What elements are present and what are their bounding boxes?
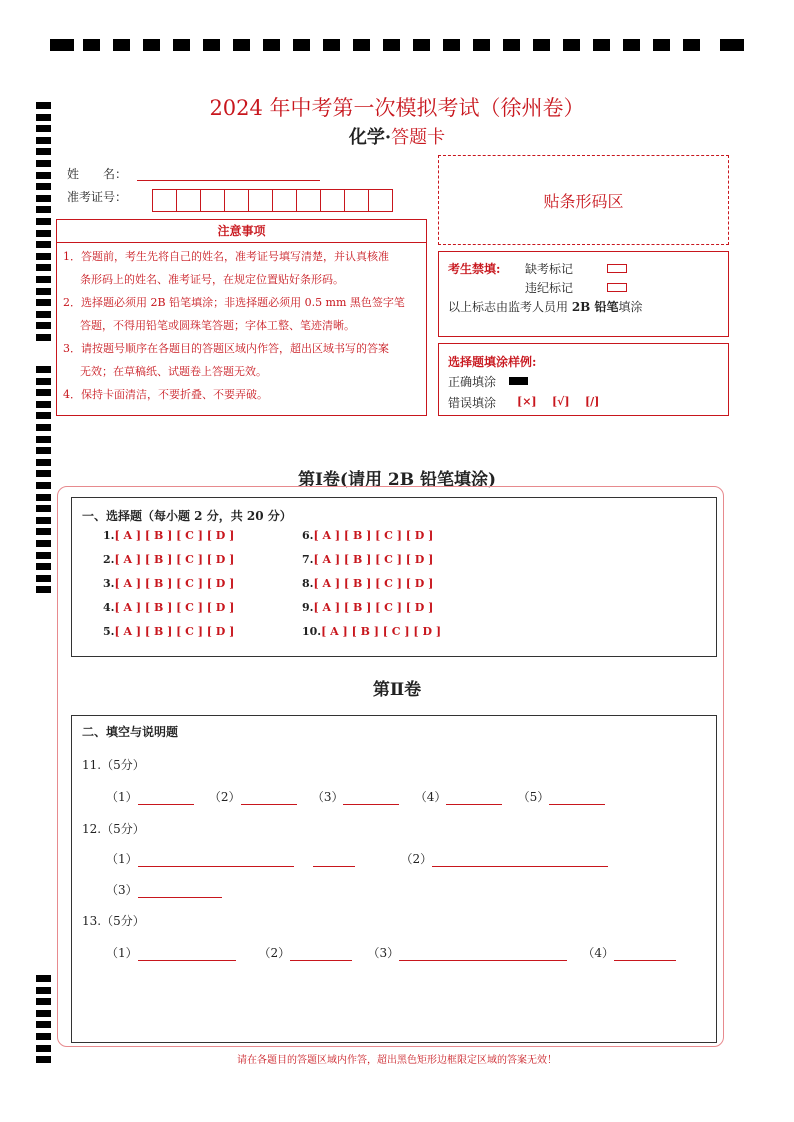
timing-mark bbox=[36, 517, 51, 524]
timing-mark bbox=[36, 447, 51, 454]
wrong-fill-marks bbox=[517, 395, 599, 408]
question-number: 6. bbox=[302, 529, 314, 542]
timing-mark bbox=[143, 39, 160, 51]
id-cell[interactable] bbox=[272, 189, 297, 212]
correct-fill-label: 正确填涂 bbox=[448, 375, 497, 389]
notice-line: 1．答题前，考生先将自己的姓名，准考证号填写清楚，并认真核准 bbox=[63, 250, 389, 263]
question-number: 7. bbox=[302, 553, 314, 566]
answer-blank[interactable] bbox=[343, 803, 399, 805]
question-number: 3. bbox=[103, 577, 115, 590]
wrong-mark-slash: [/] bbox=[584, 395, 600, 408]
choice-question-6[interactable] bbox=[302, 529, 441, 553]
notice-list bbox=[57, 243, 426, 406]
id-cell[interactable] bbox=[344, 189, 369, 212]
blank-label: （2） bbox=[258, 946, 291, 960]
timing-mark bbox=[36, 1010, 51, 1017]
part1-title: 第Ⅰ卷(请用 2B 铅笔填涂) bbox=[297, 470, 497, 490]
timing-mark bbox=[383, 39, 400, 51]
exam-title: 2024 年中考第一次模拟考试（徐州卷） bbox=[209, 96, 585, 120]
footer-note: 请在各题目的答题区域内作答，超出黑色矩形边框限定区域的答案无效！ bbox=[237, 1055, 557, 1066]
question-number: 4. bbox=[103, 601, 115, 614]
choice-options[interactable]: [ A ] [ B ] [ C ] [ D ] bbox=[114, 601, 235, 614]
timing-mark bbox=[36, 528, 51, 535]
timing-mark bbox=[36, 253, 51, 260]
choice-options[interactable]: [ A ] [ B ] [ C ] [ D ] bbox=[114, 625, 235, 638]
timing-mark bbox=[720, 39, 744, 51]
timing-mark bbox=[353, 39, 370, 51]
timing-mark bbox=[36, 160, 51, 167]
blank-label: （1） bbox=[106, 852, 138, 866]
subtitle-dot: · bbox=[384, 127, 392, 148]
choice-options[interactable]: [ A ] [ B ] [ C ] [ D ] bbox=[114, 577, 235, 590]
blank-label: （2） bbox=[208, 790, 241, 804]
choice-options[interactable]: [ A ] [ B ] [ C ] [ D ] bbox=[313, 577, 434, 590]
forbid-note-suffix: 填涂 bbox=[618, 300, 643, 314]
id-cell[interactable] bbox=[248, 189, 273, 212]
card-label: 答题卡 bbox=[391, 127, 446, 148]
choice-question-3[interactable] bbox=[103, 577, 234, 601]
timing-mark bbox=[36, 311, 51, 318]
timing-mark bbox=[36, 322, 51, 329]
q11-label: 11.（5分） bbox=[82, 758, 145, 772]
timing-mark bbox=[173, 39, 190, 51]
notice-line: 无效；在草稿纸、试题卷上答题无效。 bbox=[80, 365, 267, 378]
q13-blanks bbox=[106, 944, 676, 961]
timing-mark bbox=[533, 39, 550, 51]
notice-line: 4．保持卡面清洁，不要折叠、不要弄破。 bbox=[63, 388, 268, 401]
id-cell[interactable] bbox=[224, 189, 249, 212]
timing-mark bbox=[36, 195, 51, 202]
answer-blank[interactable] bbox=[446, 803, 502, 805]
choice-question-8[interactable] bbox=[302, 577, 441, 601]
choice-options[interactable]: [ A ] [ B ] [ C ] [ D ] bbox=[321, 625, 442, 638]
id-cell[interactable] bbox=[296, 189, 321, 212]
choice-question-1[interactable] bbox=[103, 529, 234, 553]
timing-mark bbox=[563, 39, 580, 51]
choice-section-title: 一、选择题（每小题 2 分，共 20 分） bbox=[82, 509, 292, 523]
barcode-area bbox=[438, 155, 729, 245]
timing-mark bbox=[36, 241, 51, 248]
question-number: 8. bbox=[302, 577, 314, 590]
timing-mark bbox=[36, 378, 51, 385]
timing-mark bbox=[36, 998, 51, 1005]
question-number: 10. bbox=[302, 625, 322, 638]
question-number: 2. bbox=[103, 553, 115, 566]
subject-name: 化学 bbox=[348, 127, 385, 148]
forbid-note bbox=[448, 298, 643, 315]
question-number: 9. bbox=[302, 601, 314, 614]
timing-mark bbox=[36, 540, 51, 547]
timing-mark bbox=[36, 334, 51, 341]
timing-mark bbox=[36, 288, 51, 295]
timing-mark bbox=[683, 39, 700, 51]
timing-mark bbox=[36, 172, 51, 179]
blank-label: （3） bbox=[106, 883, 138, 897]
notice-line: 2．选择题必须用 2B 铅笔填涂；非选择题必须用 0.5 mm 黑色签字笔 bbox=[63, 296, 405, 309]
timing-mark bbox=[36, 206, 51, 213]
answer-blank[interactable] bbox=[549, 803, 605, 805]
timing-mark bbox=[50, 39, 74, 51]
id-cell[interactable] bbox=[320, 189, 345, 212]
choice-question-9[interactable] bbox=[302, 601, 441, 625]
timing-mark bbox=[503, 39, 520, 51]
timing-mark bbox=[36, 436, 51, 443]
answer-blank[interactable] bbox=[614, 959, 676, 961]
choice-question-5[interactable] bbox=[103, 625, 234, 649]
blank-label: （1） bbox=[106, 946, 138, 960]
timing-mark bbox=[36, 148, 51, 155]
blank-label: （4） bbox=[414, 790, 447, 804]
timing-mark bbox=[36, 563, 51, 570]
choice-options[interactable]: [ A ] [ B ] [ C ] [ D ] bbox=[114, 553, 235, 566]
timing-mark bbox=[36, 552, 51, 559]
choice-options[interactable]: [ A ] [ B ] [ C ] [ D ] bbox=[313, 529, 434, 542]
timing-mark bbox=[36, 366, 51, 373]
choice-options[interactable]: [ A ] [ B ] [ C ] [ D ] bbox=[114, 529, 235, 542]
forbid-label: 考生禁填: bbox=[448, 262, 501, 276]
timing-mark bbox=[293, 39, 310, 51]
choice-question-4[interactable] bbox=[103, 601, 234, 625]
answer-blank[interactable] bbox=[138, 959, 236, 961]
exam-id-label: 准考证号： bbox=[67, 190, 128, 204]
timing-mark bbox=[36, 412, 51, 419]
timing-mark bbox=[653, 39, 670, 51]
q13-label: 13.（5分） bbox=[82, 914, 145, 928]
blank-label: （5） bbox=[517, 790, 550, 804]
timing-mark bbox=[36, 389, 51, 396]
forbid-note-prefix: 以上标志由监考人员用 bbox=[448, 300, 572, 314]
choice-question-7[interactable] bbox=[302, 553, 441, 577]
part2-title: 第Ⅱ卷 bbox=[372, 680, 422, 700]
q12-label: 12.（5分） bbox=[82, 822, 145, 836]
timing-mark bbox=[36, 586, 51, 593]
notice-line: 3．请按题号顺序在各题目的答题区域内作答，超出区域书写的答案 bbox=[63, 342, 389, 355]
exam-subtitle bbox=[0, 123, 794, 149]
answer-blank[interactable] bbox=[241, 803, 297, 805]
timing-mark bbox=[36, 299, 51, 306]
wrong-mark-check: [√] bbox=[551, 395, 570, 408]
fill-section-box bbox=[71, 715, 717, 1043]
wrong-fill-label: 错误填涂 bbox=[448, 396, 497, 410]
absent-mark-box[interactable] bbox=[607, 264, 627, 273]
violation-mark-label: 违纪标记 bbox=[525, 281, 574, 295]
choice-col-right bbox=[302, 529, 441, 649]
blank-label: （3） bbox=[311, 790, 344, 804]
forbid-box bbox=[438, 251, 729, 337]
timing-mark bbox=[593, 39, 610, 51]
fill-section-title: 二、填空与说明题 bbox=[82, 725, 179, 739]
timing-mark bbox=[36, 575, 51, 582]
id-cell[interactable] bbox=[368, 189, 393, 212]
timing-mark bbox=[323, 39, 340, 51]
timing-mark bbox=[36, 424, 51, 431]
timing-mark bbox=[36, 183, 51, 190]
blank-label: （2） bbox=[400, 852, 433, 866]
top-timing-marks bbox=[50, 39, 746, 51]
timing-mark bbox=[623, 39, 640, 51]
timing-mark bbox=[36, 218, 51, 225]
question-number: 5. bbox=[103, 625, 115, 638]
timing-mark bbox=[233, 39, 250, 51]
timing-mark bbox=[36, 494, 51, 501]
answer-blank[interactable] bbox=[138, 865, 294, 867]
id-cell[interactable] bbox=[200, 189, 225, 212]
answer-blank[interactable] bbox=[290, 959, 352, 961]
barcode-label: 贴条形码区 bbox=[543, 192, 624, 211]
timing-mark bbox=[36, 987, 51, 994]
timing-mark bbox=[36, 230, 51, 237]
forbid-note-bold: 2B 铅笔 bbox=[571, 300, 619, 314]
timing-mark bbox=[36, 505, 51, 512]
blank-label: （1） bbox=[106, 790, 138, 804]
timing-mark bbox=[473, 39, 490, 51]
q12-blanks-row2 bbox=[106, 881, 222, 898]
notice-line: 答题，不得用铅笔或圆珠笔答题；字体工整、笔迹清晰。 bbox=[80, 319, 355, 332]
choice-col-left bbox=[103, 529, 234, 649]
fill-sample-title: 选择题填涂样例: bbox=[448, 355, 537, 369]
timing-mark bbox=[36, 975, 51, 982]
blank-label: （3） bbox=[367, 946, 400, 960]
answer-blank[interactable] bbox=[432, 865, 608, 867]
name-label: 姓 名： bbox=[67, 167, 128, 181]
wrong-mark-cross: [×] bbox=[517, 395, 537, 408]
answer-blank[interactable] bbox=[138, 803, 194, 805]
choice-options[interactable]: [ A ] [ B ] [ C ] [ D ] bbox=[313, 553, 434, 566]
timing-mark bbox=[413, 39, 430, 51]
choice-section-box bbox=[71, 497, 717, 657]
answer-blank[interactable] bbox=[313, 865, 355, 867]
exam-id-grid[interactable] bbox=[153, 189, 393, 216]
name-input-line[interactable] bbox=[137, 180, 320, 181]
q12-blanks-row1 bbox=[106, 850, 608, 867]
timing-mark bbox=[113, 39, 130, 51]
answer-blank[interactable] bbox=[399, 959, 567, 961]
timing-mark bbox=[36, 264, 51, 271]
choice-question-2[interactable] bbox=[103, 553, 234, 577]
timing-mark bbox=[36, 1021, 51, 1028]
blank-label: （4） bbox=[582, 946, 614, 960]
timing-mark bbox=[36, 401, 51, 408]
timing-mark bbox=[263, 39, 280, 51]
notice-box bbox=[56, 219, 427, 416]
id-cell[interactable] bbox=[152, 189, 177, 212]
correct-fill-mark bbox=[509, 377, 528, 385]
timing-mark bbox=[36, 276, 51, 283]
fill-sample-box bbox=[438, 343, 729, 416]
notice-title: 注意事项 bbox=[57, 220, 426, 243]
timing-mark bbox=[203, 39, 220, 51]
timing-mark bbox=[443, 39, 460, 51]
timing-mark bbox=[36, 1033, 51, 1040]
answer-blank[interactable] bbox=[138, 896, 222, 898]
question-number: 1. bbox=[103, 529, 115, 542]
choice-question-10[interactable] bbox=[302, 625, 441, 649]
id-cell[interactable] bbox=[176, 189, 201, 212]
choice-options[interactable]: [ A ] [ B ] [ C ] [ D ] bbox=[313, 601, 434, 614]
timing-mark bbox=[83, 39, 100, 51]
notice-line: 条形码上的姓名、准考证号，在规定位置贴好条形码。 bbox=[80, 273, 344, 286]
absent-mark-label: 缺考标记 bbox=[525, 262, 574, 276]
q11-blanks bbox=[106, 788, 605, 805]
violation-mark-box[interactable] bbox=[607, 283, 627, 292]
